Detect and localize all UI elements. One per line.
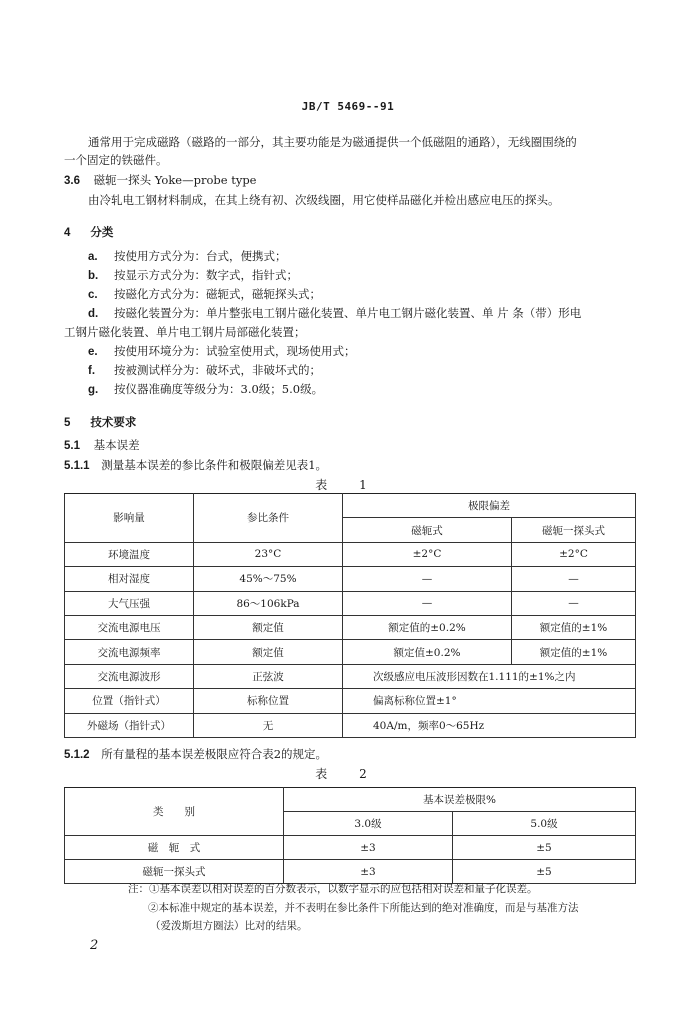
table-cell: ±5 [453, 860, 636, 884]
table-cell: ±3 [284, 836, 453, 860]
table-cell: 外磁场（指针式） [65, 713, 194, 737]
section-title: 技术要求 [90, 415, 137, 429]
section-number: 5.1 [64, 440, 80, 452]
list-item: a. 按使用方式分为：台式，便携式； [88, 249, 287, 263]
table-cell: 45%～75% [194, 567, 343, 591]
table-cell: 位置（指针式） [65, 689, 194, 713]
section-title: 基本误差 [93, 438, 140, 452]
table-row [65, 567, 636, 591]
table-row [65, 615, 636, 639]
table-cell: ±5 [453, 836, 636, 860]
table-note: ②本标准中规定的基本误差，并不表明在参比条件下所能达到的绝对准确度，而是与基准方法 [148, 902, 579, 914]
table-cell: 额定值的±1% [512, 615, 636, 639]
section-3-6-body: 由冷轧电工钢材料制成，在其上绕有初、次级线圈，用它使样品磁化并检出感应电压的探头。 [88, 193, 560, 207]
table-cell: 额定值的±1% [512, 640, 636, 664]
table-cell: 额定值的±0.2% [343, 615, 512, 639]
table-cell: 40A/m，频率0～65Hz [343, 713, 636, 737]
table-header: 类 别 [65, 788, 284, 836]
section-3-6-heading [64, 171, 257, 190]
table-cell: ±2°C [343, 542, 512, 566]
table-cell: 无 [194, 713, 343, 737]
page-number: 2 [90, 938, 99, 953]
section-5-1-heading [64, 436, 140, 455]
list-item-continuation: 工钢片磁化装置、单片电工钢片局部磁化装置； [64, 325, 306, 339]
table-cell: — [512, 591, 636, 615]
table-header: 基本误差极限% [284, 788, 636, 812]
table-cell: 环境温度 [65, 542, 194, 566]
section-title: 分类 [90, 225, 114, 239]
table-note: （爱泼斯坦方圈法）比对的结果。 [150, 920, 308, 932]
table-cell: ±3 [284, 860, 453, 884]
table-1-caption: 表 1 [315, 478, 381, 492]
section-title: 磁轭一探头 Yoke—probe type [93, 173, 257, 187]
table-2 [64, 787, 636, 884]
table-header: 3.0级 [284, 812, 453, 836]
table-row [65, 713, 636, 737]
table-row [65, 689, 636, 713]
table-header: 磁轭式 [343, 518, 512, 542]
table-header: 影响量 [65, 494, 194, 543]
list-item: c. 按磁化方式分为：磁轭式，磁轭探头式； [88, 287, 321, 301]
table-2-caption: 表 2 [315, 767, 381, 781]
table-cell: 大气压强 [65, 591, 194, 615]
table-header: 5.0级 [453, 812, 636, 836]
table-cell: — [343, 591, 512, 615]
table-cell: ±2°C [512, 542, 636, 566]
table-header: 磁轭一探头式 [512, 518, 636, 542]
list-item: b. 按显示方式分为：数字式，指针式； [88, 268, 298, 282]
list-item: e. 按使用环境分为：试验室使用式，现场使用式； [88, 344, 356, 358]
section-title: 测量基本误差的参比条件和极限偏差见表1。 [101, 458, 328, 472]
table-cell: 额定值 [194, 615, 343, 639]
table-cell: — [512, 567, 636, 591]
paragraph-line: 通常用于完成磁路（磁路的一部分，其主要功能是为磁通提供一个低磁阻的通路），无线圈围绕的 [88, 135, 577, 149]
list-item: f. 按被测试样分为：破坏式，非破坏式的； [88, 363, 321, 377]
section-number: 5 [64, 417, 71, 429]
table-cell: 交流电源波形 [65, 664, 194, 688]
table-cell: 86～106kPa [194, 591, 343, 615]
section-5-1-1-heading [64, 456, 327, 475]
section-number: 5.1.2 [64, 749, 90, 761]
table-cell: 相对湿度 [65, 567, 194, 591]
table-cell: 交流电源电压 [65, 615, 194, 639]
table-cell: 偏离标称位置±1° [343, 689, 636, 713]
section-number: 5.1.1 [64, 460, 90, 472]
section-5-1-2-heading [64, 745, 327, 764]
table-row [65, 591, 636, 615]
section-5-heading [64, 413, 136, 432]
table-cell: 磁 轭 式 [65, 836, 284, 860]
section-number: 3.6 [64, 175, 80, 187]
paragraph-line: 一个固定的铁磁件。 [64, 153, 168, 167]
list-item: g. 按仪器准确度等级分为：3.0级；5.0级。 [88, 382, 324, 396]
table-cell: 额定值 [194, 640, 343, 664]
document-header: JB/T 5469--91 [301, 100, 395, 113]
table-row [65, 664, 636, 688]
section-number: 4 [64, 227, 71, 239]
table-note: 注：①基本误差以相对误差的百分数表示，以数字显示的应包括相对误差和量子化误差。 [128, 883, 538, 895]
table-header: 极限偏差 [343, 494, 636, 518]
table-cell: 磁轭一探头式 [65, 860, 284, 884]
table-row [65, 836, 636, 860]
table-cell: 额定值±0.2% [343, 640, 512, 664]
table-row [65, 860, 636, 884]
table-cell: — [343, 567, 512, 591]
table-cell: 次级感应电压波形因数在1.111的±1%之内 [343, 664, 636, 688]
table-1 [64, 493, 636, 738]
section-title: 所有量程的基本误差极限应符合表2的规定。 [101, 747, 328, 761]
table-cell: 23°C [194, 542, 343, 566]
table-row [65, 542, 636, 566]
table-header: 参比条件 [194, 494, 343, 543]
list-item: d. 按磁化装置分为：单片整张电工钢片磁化装置、单片电工钢片磁化装置、单 片 条（带）形电 [88, 306, 582, 320]
table-cell: 标称位置 [194, 689, 343, 713]
table-cell: 正弦波 [194, 664, 343, 688]
section-4-heading [64, 223, 113, 242]
table-cell: 交流电源频率 [65, 640, 194, 664]
table-row [65, 640, 636, 664]
